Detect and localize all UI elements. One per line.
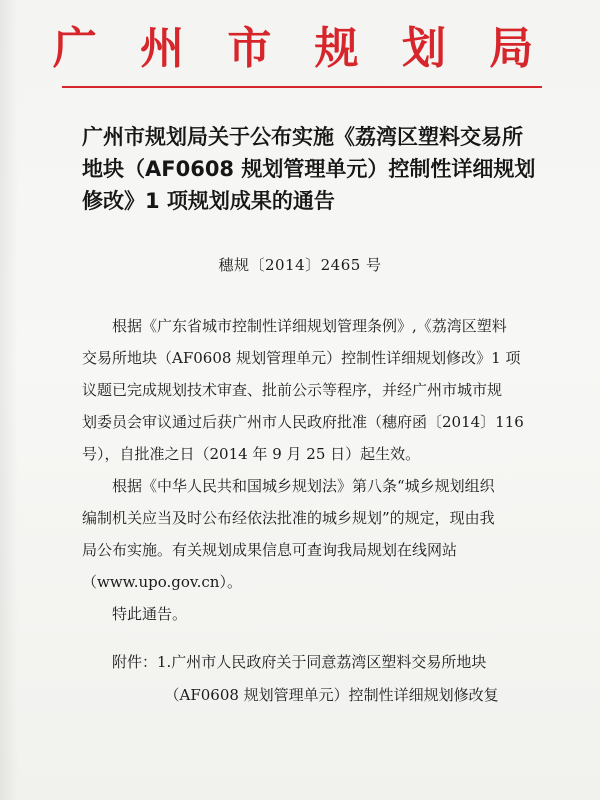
attachment-list: [82, 646, 552, 712]
paragraph-2-line: 编制机关应当及时公布经依法批准的城乡规划”的规定，现由我: [82, 509, 495, 527]
title-line: 修改》1 项规划成果的通告: [82, 189, 335, 213]
paragraph-1-line: 交易所地块（AF0608 规划管理单元）控制性详细规划修改》1 项: [82, 349, 521, 367]
header-red-rule: [62, 86, 542, 88]
notice-title: [82, 121, 542, 217]
paragraph-1-line: 根据《广东省城市控制性详细规划管理条例》,《荔湾区塑料: [82, 317, 507, 335]
closing-line: 特此通告。: [82, 605, 188, 623]
paragraph-2-line: （www.upo.gov.cn）。: [82, 573, 242, 591]
notice-body: [82, 310, 542, 630]
paragraph-1-line: 号），自批准之日（2014 年 9 月 25 日）起生效。: [82, 445, 421, 463]
paragraph-1-line: 划委员会审议通过后获广州市人民政府批准（穗府函〔2014〕116: [82, 413, 524, 431]
paragraph-1-line: 议题已完成规划技术审查、批前公示等程序，并经广州市城市规: [82, 381, 503, 399]
attachment-line: （AF0608 规划管理单元）控制性详细规划修改复: [82, 686, 499, 704]
agency-header: 广 州 市 规 划 局: [52, 23, 548, 74]
document-number: 穗规〔2014〕2465 号: [218, 256, 382, 274]
attachment-line: 附件：1.广州市人民政府关于同意荔湾区塑料交易所地块: [82, 653, 487, 671]
page-edge-shadow: [0, 0, 18, 800]
paragraph-2-line: 局公布实施。有关规划成果信息可查询我局规划在线网站: [82, 541, 458, 559]
paragraph-2-line: 根据《中华人民共和国城乡规划法》第八条“城乡规划组织: [82, 477, 495, 495]
title-line: 广州市规划局关于公布实施《荔湾区塑料交易所: [82, 125, 523, 149]
title-line: 地块（AF0608 规划管理单元）控制性详细规划: [82, 157, 536, 181]
